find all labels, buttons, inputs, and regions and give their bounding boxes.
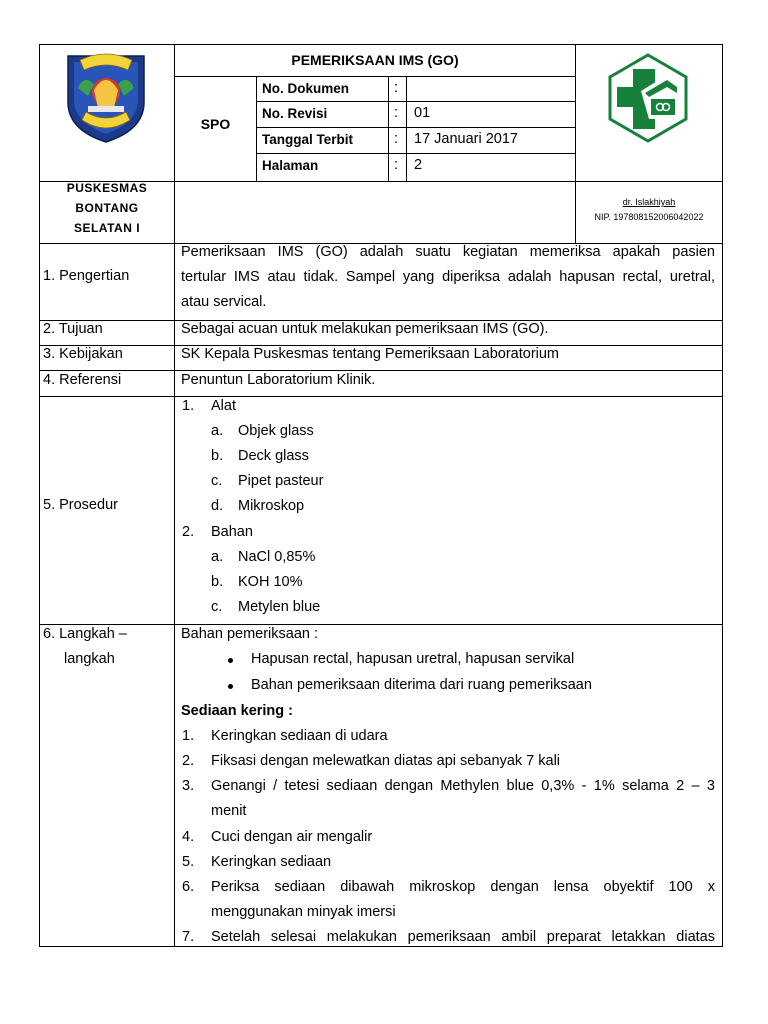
row-line-kebijakan <box>39 370 723 371</box>
bullet-dot <box>228 658 233 663</box>
page-title: PEMERIKSAAN IMS (GO) <box>291 52 459 68</box>
sediaan-kering-title: Sediaan kering : <box>181 703 294 719</box>
alat-item-letter: b. <box>211 448 224 464</box>
step-text: Setelah selesai melakukan pemeriksaan ambil preparat letakkan diatas <box>211 929 715 945</box>
step-num: 7. <box>182 929 195 945</box>
pengertian-line-3: atau servical. <box>181 294 267 310</box>
label-langkah-cont: langkah <box>64 651 115 667</box>
value-tanggal-terbit: 17 Januari 2017 <box>414 131 518 147</box>
bullet-text: Hapusan rectal, hapusan uretral, hapusan servikal <box>251 651 575 667</box>
pengertian-line-1: Pemeriksaan IMS (GO) adalah suatu kegiatan memeriksa apakah pasien <box>181 244 715 260</box>
bahan-item-text: Metylen blue <box>238 599 321 615</box>
bullet-text: Bahan pemeriksaan diterima dari ruang pemeriksaan <box>251 677 592 693</box>
label-tujuan: 2. Tujuan <box>43 321 103 337</box>
prosedur-alat-title: Alat <box>211 398 236 414</box>
step-num: 3. <box>182 778 195 794</box>
body-divider <box>174 243 175 947</box>
step-num: 2. <box>182 753 195 769</box>
prosedur-bahan-title: Bahan <box>211 524 253 540</box>
label-tanggal-terbit: Tanggal Terbit <box>262 132 353 147</box>
org-name-line-3: SELATAN I <box>73 221 141 235</box>
label-prosedur: 5. Prosedur <box>43 497 118 513</box>
bahan-item-letter: a. <box>211 549 224 565</box>
step-num: 4. <box>182 829 195 845</box>
step-text: Keringkan sediaan di udara <box>211 728 388 744</box>
referensi-text: Penuntun Laboratorium Klinik. <box>181 372 376 388</box>
label-no-revisi: No. Revisi <box>262 106 328 121</box>
label-no-dokumen: No. Dokumen <box>262 81 350 96</box>
alat-item-text: Pipet pasteur <box>238 473 324 489</box>
table-border-bottom <box>39 946 723 947</box>
step-text: Periksa sediaan dibawah mikroskop dengan lensa obyektif 100 x <box>211 879 715 895</box>
sep-no-revisi: : <box>394 105 399 121</box>
bahan-item-text: NaCl 0,85% <box>238 549 316 565</box>
signatory-nip: NIP. 197808152006042022 <box>594 212 704 222</box>
prosedur-alat-num: 1. <box>182 398 195 414</box>
row-line-2 <box>256 127 575 128</box>
bahan-item-text: KOH 10% <box>238 574 303 590</box>
bahan-item-letter: c. <box>211 599 223 615</box>
alat-item-letter: c. <box>211 473 223 489</box>
row-line-1 <box>256 101 575 102</box>
step-text: Genangi / tetesi sediaan dengan Methylen blue 0,3% - 1% selama 2 – 3 <box>211 778 715 794</box>
pengertian-line-2: tertular IMS atau tidak. Sampel yang diperiksa adalah hapusan rectal, uretral, <box>181 269 715 285</box>
spo-label: SPO <box>200 116 231 132</box>
puskesmas-logo <box>605 53 691 143</box>
step-text: Fiksasi dengan melewatkan diatas api sebanyak 7 kali <box>211 753 561 769</box>
alat-item-letter: a. <box>211 423 224 439</box>
prosedur-bahan-num: 2. <box>182 524 195 540</box>
org-name-line-1: PUSKESMAS <box>66 181 148 195</box>
step-text-cont: menit <box>211 803 247 819</box>
alat-item-text: Deck glass <box>238 448 309 464</box>
label-referensi: 4. Referensi <box>43 372 122 388</box>
step-num: 6. <box>182 879 195 895</box>
step-num: 5. <box>182 854 195 870</box>
sep-no-dokumen: : <box>394 80 399 96</box>
table-border-top <box>39 44 723 45</box>
bahan-pemeriksaan-title: Bahan pemeriksaan : <box>181 626 319 642</box>
colon-divider-left <box>388 76 389 182</box>
city-emblem-logo <box>64 50 148 145</box>
label-pengertian: 1. Pengertian <box>43 268 130 284</box>
bahan-item-letter: b. <box>211 574 224 590</box>
signatory-name: dr. Islakhiyah <box>622 197 676 207</box>
label-halaman: Halaman <box>262 158 319 173</box>
bullet-dot <box>228 684 233 689</box>
spo-divider <box>256 76 257 182</box>
kebijakan-text: SK Kepala Puskesmas tentang Pemeriksaan Laboratorium <box>181 346 560 362</box>
sep-tanggal-terbit: : <box>394 131 399 147</box>
value-halaman: 2 <box>414 157 423 173</box>
org-name-line-2: BONTANG <box>75 201 139 215</box>
label-kebijakan: 3. Kebijakan <box>43 346 123 362</box>
value-no-revisi: 01 <box>414 105 431 121</box>
alat-item-text: Mikroskop <box>238 498 305 514</box>
row-line-referensi <box>39 396 723 397</box>
sep-halaman: : <box>394 157 399 173</box>
step-text-cont: menggunakan minyak imersi <box>211 904 396 920</box>
tujuan-text: Sebagai acuan untuk melakukan pemeriksaan IMS (GO). <box>181 321 549 337</box>
colon-divider-right <box>406 76 407 182</box>
table-border-right <box>722 44 723 947</box>
row-line-3 <box>256 153 575 154</box>
step-text: Cuci dengan air mengalir <box>211 829 373 845</box>
step-text: Keringkan sediaan <box>211 854 332 870</box>
alat-item-letter: d. <box>211 498 224 514</box>
row-line-prosedur <box>39 624 723 625</box>
alat-item-text: Objek glass <box>238 423 314 439</box>
title-bottom-line <box>174 76 575 77</box>
header-divider-left <box>174 44 175 244</box>
step-num: 1. <box>182 728 195 744</box>
label-langkah: 6. Langkah – <box>43 626 127 642</box>
